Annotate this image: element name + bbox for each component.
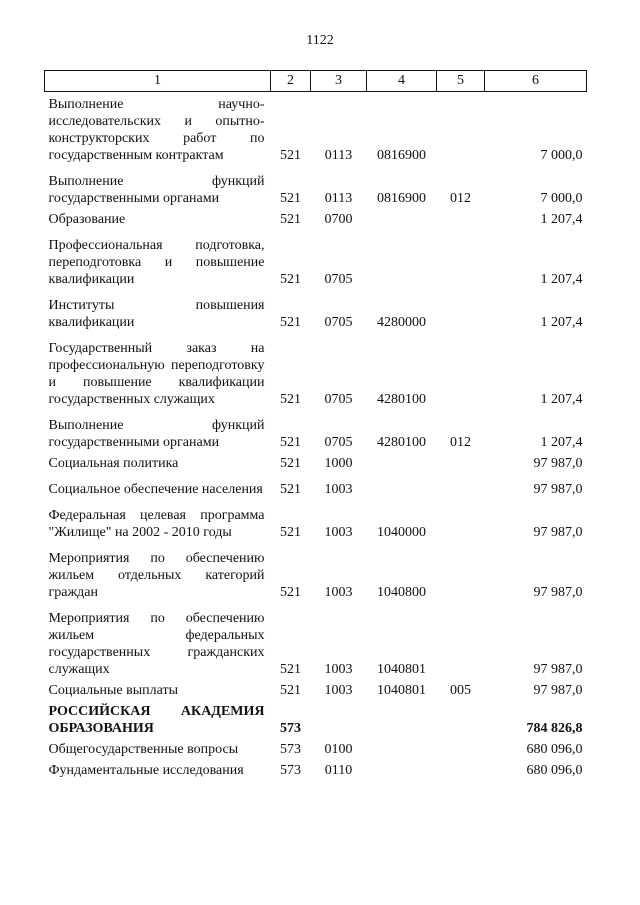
row-amount: 784 826,8 — [526, 721, 583, 736]
column-header-5: 5 — [437, 71, 485, 92]
row-code-5: 012 — [450, 191, 471, 206]
row-name: Социальные выплаты — [48, 683, 179, 698]
table-row — [45, 758, 587, 779]
row-name: Социальная политика — [48, 456, 179, 471]
table-row — [45, 541, 587, 601]
row-code-4: 0816900 — [377, 191, 426, 206]
row-code-2: 521 — [280, 392, 301, 407]
row-amount: 97 987,0 — [533, 456, 583, 471]
row-code-2: 521 — [280, 585, 301, 600]
row-name: Государственный заказ на профессиональную переподготовку и повышение квалификации государственных служащих — [48, 341, 265, 407]
row-name: Общегосударственные вопросы — [48, 742, 239, 757]
table-row — [45, 737, 587, 758]
table-row — [45, 451, 587, 472]
row-code-2: 521 — [280, 315, 301, 330]
row-code-5 — [437, 92, 485, 165]
row-code-4: 4280000 — [377, 315, 426, 330]
row-code-4 — [367, 737, 437, 758]
row-code-2: 573 — [280, 721, 301, 736]
row-amount: 680 096,0 — [526, 742, 583, 757]
column-header-1: 1 — [45, 71, 271, 92]
table-row — [45, 288, 587, 331]
row-code-2: 573 — [280, 742, 301, 757]
column-header-3: 3 — [311, 71, 367, 92]
row-amount: 7 000,0 — [540, 191, 583, 206]
row-code-3: 1003 — [324, 525, 353, 540]
row-amount: 1 207,4 — [540, 435, 583, 450]
row-code-5 — [437, 472, 485, 498]
column-header-2: 2 — [271, 71, 311, 92]
row-code-5 — [437, 331, 485, 408]
column-header-6: 6 — [485, 71, 587, 92]
row-name: Институты повышения квалификации — [48, 298, 265, 330]
row-code-3: 0100 — [324, 742, 353, 757]
page-number: 1122 — [306, 33, 334, 48]
row-code-3: 1003 — [324, 662, 353, 677]
row-code-2: 521 — [280, 272, 301, 287]
row-code-2: 521 — [280, 456, 301, 471]
row-code-5: 005 — [450, 683, 471, 698]
table-row — [45, 207, 587, 228]
row-amount: 1 207,4 — [540, 315, 583, 330]
row-code-5 — [437, 288, 485, 331]
row-code-3: 0113 — [324, 148, 353, 163]
table-row — [45, 472, 587, 498]
row-code-3: 0700 — [324, 212, 353, 227]
row-code-3: 1003 — [324, 683, 353, 698]
row-code-3: 0705 — [324, 392, 353, 407]
row-code-2: 573 — [280, 763, 301, 778]
row-name: Социальное обеспечение населения — [48, 482, 263, 497]
row-name: Федеральная целевая программа "Жилище" на 2002 - 2010 годы — [48, 508, 265, 540]
row-code-4 — [367, 699, 437, 737]
row-code-3: 0705 — [324, 272, 353, 287]
row-code-5 — [437, 498, 485, 541]
row-code-5 — [437, 228, 485, 288]
table-row — [45, 678, 587, 699]
row-code-2: 521 — [280, 212, 301, 227]
row-code-2: 521 — [280, 482, 301, 497]
row-amount: 97 987,0 — [533, 683, 583, 698]
row-amount: 7 000,0 — [540, 148, 583, 163]
row-name: Фундаментальные исследования — [48, 763, 244, 778]
table-row — [45, 601, 587, 678]
row-code-2: 521 — [280, 683, 301, 698]
row-code-3 — [311, 699, 367, 737]
table-row — [45, 228, 587, 288]
row-name: Выполнение функций государственными органами — [48, 418, 265, 450]
table-row — [45, 699, 587, 737]
row-code-3: 0110 — [324, 763, 353, 778]
row-amount: 1 207,4 — [540, 392, 583, 407]
row-amount: 1 207,4 — [540, 212, 583, 227]
row-code-4: 1040800 — [377, 585, 426, 600]
row-code-5 — [437, 758, 485, 779]
table-row — [45, 331, 587, 408]
header-row — [45, 71, 587, 92]
row-code-4: 1040000 — [377, 525, 426, 540]
row-name: Выполнение функций государственными органами — [48, 174, 265, 206]
row-code-3: 1003 — [324, 482, 353, 497]
row-code-2: 521 — [280, 525, 301, 540]
row-amount: 1 207,4 — [540, 272, 583, 287]
row-code-4 — [367, 472, 437, 498]
row-amount: 680 096,0 — [526, 763, 583, 778]
row-amount: 97 987,0 — [533, 525, 583, 540]
row-name: Мероприятия по обеспечению жильем отдельных категорий граждан — [48, 551, 265, 600]
row-code-4 — [367, 207, 437, 228]
row-code-4: 4280100 — [377, 435, 426, 450]
row-code-5 — [437, 601, 485, 678]
row-code-5 — [437, 699, 485, 737]
row-code-4 — [367, 758, 437, 779]
row-name: Профессиональная подготовка, переподготовка и повышение квалификации — [48, 238, 265, 287]
row-code-5 — [437, 541, 485, 601]
table-row — [45, 408, 587, 451]
row-code-3: 0705 — [324, 315, 353, 330]
budget-table — [44, 70, 587, 779]
row-code-4: 4280100 — [377, 392, 426, 407]
row-code-5 — [437, 451, 485, 472]
row-code-3: 0113 — [324, 191, 353, 206]
row-name: Мероприятия по обеспечению жильем федеральных государственных гражданских служащих — [48, 611, 265, 677]
row-code-4: 0816900 — [377, 148, 426, 163]
row-code-5 — [437, 207, 485, 228]
row-name: РОССИЙСКАЯ АКАДЕМИЯ ОБРАЗОВАНИЯ — [48, 704, 265, 736]
row-code-5: 012 — [450, 435, 471, 450]
row-name: Образование — [48, 212, 126, 227]
row-code-3: 1003 — [324, 585, 353, 600]
row-amount: 97 987,0 — [533, 482, 583, 497]
row-code-2: 521 — [280, 148, 301, 163]
row-code-3: 1000 — [324, 456, 353, 471]
table-row — [45, 92, 587, 165]
row-amount: 97 987,0 — [533, 662, 583, 677]
row-code-4 — [367, 228, 437, 288]
row-amount: 97 987,0 — [533, 585, 583, 600]
row-code-2: 521 — [280, 662, 301, 677]
row-code-2: 521 — [280, 435, 301, 450]
row-code-4 — [367, 451, 437, 472]
table-row — [45, 164, 587, 207]
row-code-2: 521 — [280, 191, 301, 206]
table-row — [45, 498, 587, 541]
row-name: Выполнение научно-исследовательских и опытно-конструкторских работ по государственным контрактам — [48, 97, 265, 163]
row-code-4: 1040801 — [377, 683, 426, 698]
row-code-3: 0705 — [324, 435, 353, 450]
row-code-4: 1040801 — [377, 662, 426, 677]
row-code-5 — [437, 737, 485, 758]
column-header-4: 4 — [367, 71, 437, 92]
